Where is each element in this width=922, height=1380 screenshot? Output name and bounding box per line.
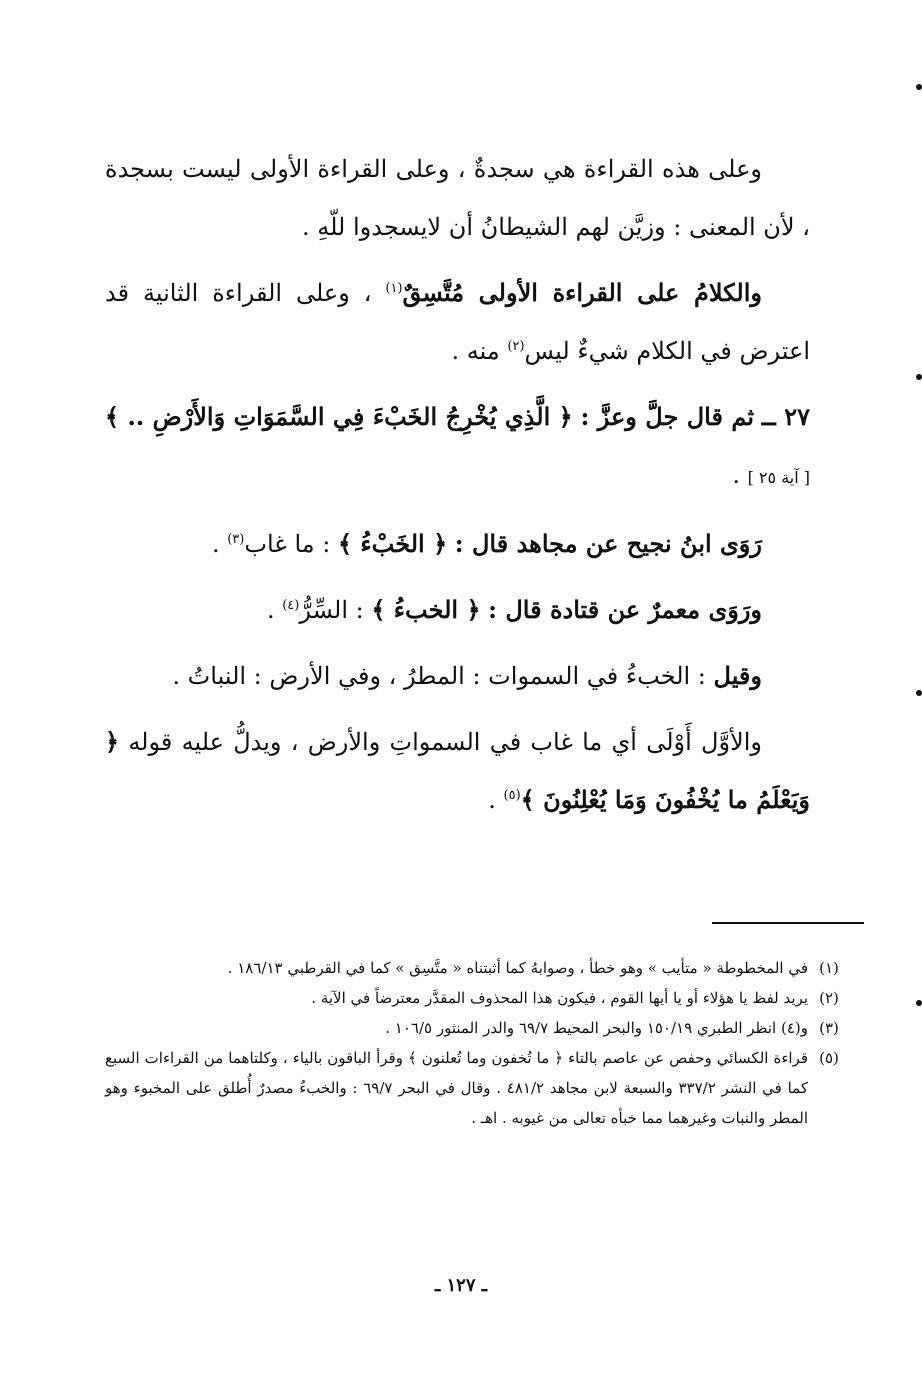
margin-dot	[916, 690, 922, 696]
footnote-number: (١)	[819, 959, 839, 977]
paragraph-4-end: .	[211, 530, 228, 558]
footnote-number: (٣)	[819, 1019, 839, 1037]
paragraph-6	[105, 647, 810, 705]
footnote-ref-1[interactable]: (١)	[385, 281, 403, 296]
footnote-number: (٥)	[819, 1049, 839, 1067]
footnote-2	[105, 983, 850, 1013]
footnote-separator	[712, 922, 864, 924]
paragraph-6-text: : الخبءُ في السموات : المطرُ ، وفي الأرض : النباتُ .	[172, 662, 714, 690]
paragraph-7-text: والأوَّل أَوْلَى أي ما غاب في السمواتِ والأرض ، ويدلُّ عليه قوله	[128, 728, 762, 756]
footnote-1	[105, 953, 850, 983]
footnote-ref-2[interactable]: (٢)	[507, 339, 525, 354]
footnote-ref-5[interactable]: (٥)	[503, 788, 521, 803]
paragraph-6-bold: وقيل	[713, 661, 762, 690]
paragraph-7-end: .	[488, 786, 504, 814]
margin-dot	[916, 1000, 922, 1006]
paragraph-5-ayah: ﴿ الخبءُ ﴾	[371, 595, 481, 624]
paragraph-4-text: : ما غاب	[244, 530, 338, 558]
paragraph-2-end: منه .	[451, 337, 508, 365]
item-ayah-ref: [ آية ٢٥ ]	[747, 468, 810, 487]
paragraph-4-bold: رَوَى ابنُ نجيح عن مجاهد قال :	[454, 529, 762, 558]
paragraph-4	[105, 515, 810, 573]
footnote-text: قراءة الكسائي وحفص عن عاصم بالتاء ﴿ ما تُخفون وما تُعلنون ﴾ وقرأ الباقون بالياء ، وكلتاهما من القراءات السبع كما في النشر ٣٣٧/٢ والسبعة لابن مجاهد ٤٨١/٢ . وقال في البحر ٦٩/٧ : والخبءُ مصدرٌ أُطلق على المخبوء وهو المطر والنبات وغيرهما مما خبأه تعالى من غيوبه . اهـ .	[105, 1049, 808, 1127]
item-ayah: ﴿ الَّذِي يُخْرِجُ الخَبْءَ فِي السَّمَوَاتِ وَالأَرْضِ .. ﴾	[105, 402, 573, 431]
footnote-ref-4[interactable]: (٤)	[282, 598, 300, 613]
footnote-text: في المخطوطة « متأيب » وهو خطأ ، وصوابهُ كما أثبتناه « متَّسِق » كما في القرطبي ١٨٦/١٣ .	[227, 959, 808, 977]
footnote-ref-3[interactable]: (٣)	[227, 532, 245, 547]
paragraph-2-bold: والكلامُ على القراءة الأولى مُتَّسِقٌ	[402, 278, 762, 307]
footnote-text: و(٤) انظر الطبري ١٥٠/١٩ والبحر المحيط ٦٩/٧ والدر المنثور ١٠٦/٥ .	[385, 1019, 808, 1037]
footnote-number: (٢)	[819, 989, 839, 1007]
item-intro: ثم قال جلَّ وعزَّ :	[580, 402, 755, 431]
item-27	[105, 388, 810, 507]
paragraph-5	[105, 581, 810, 639]
footnote-5	[105, 1043, 850, 1133]
page-number: ـ ١٢٧ ـ	[434, 1275, 488, 1296]
paragraph-4-ayah: ﴿ الخَبْءُ ﴾	[337, 529, 448, 558]
footnotes	[105, 953, 850, 1133]
footnote-3	[105, 1013, 850, 1043]
paragraph-5-end: .	[266, 596, 283, 624]
margin-dot	[916, 84, 922, 90]
paragraph-5-text: : السِّرُّ	[299, 596, 372, 624]
paragraph-7	[105, 713, 810, 829]
paragraph-7-ayah: ﴿ وَيَعْلَمُ ما يُخْفُونَ وَمَا يُعْلِنُونَ ﴾	[105, 727, 810, 814]
paragraph-1-text: وعلى هذه القراءة هي سجدةٌ ، وعلى القراءة الأولى ليست بسجدة ، لأن المعنى : وزيَّن لهم الشيطانُ أن لايسجدوا للّهِ .	[105, 155, 810, 241]
item-number: ٢٧ ــ	[761, 402, 810, 431]
main-text	[105, 140, 810, 837]
margin-dot	[916, 374, 922, 380]
paragraph-2-text: ، وعلى القراءة الثانية قد اعترض في الكلام شيءٌ ليس	[105, 279, 810, 365]
item-end: .	[732, 461, 740, 489]
paragraph-2	[105, 264, 810, 380]
paragraph-1	[105, 140, 810, 256]
paragraph-5-bold: ورَوَى معمرٌ عن قتادة قال :	[488, 595, 762, 624]
footnote-text: يريد لفظ يا هؤلاء أو يا أيها القوم ، فيكون هذا المحذوف المقدَّر معترضاً في الآية .	[311, 989, 808, 1007]
